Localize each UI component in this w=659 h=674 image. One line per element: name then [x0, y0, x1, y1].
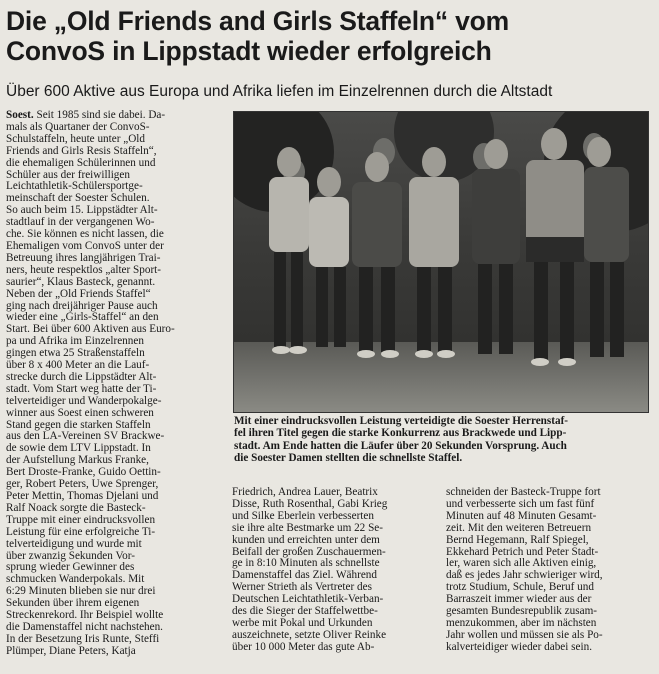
article-column-2	[232, 487, 440, 654]
team-photo	[233, 111, 649, 413]
team-photo-image	[234, 112, 648, 412]
article-column-1	[6, 110, 228, 658]
headline-line-1: Die „Old Friends and Girls Staffeln“ vom	[6, 6, 509, 36]
headline	[6, 6, 646, 66]
dateline: Soest.	[6, 109, 34, 121]
column-1-body: Seit 1985 sind sie dabei. Da- mals als Quartaner der ConvoS- Schulstaffeln, heute unter „Old Friends and Girls Resis Staffeln“, die ehemaligen Schülerinnen und Schüler aus der freiwilligen Leichtathletik-Schülersportge- meinschaft der Soester Schulen. So auch beim 15. Lippstädter Alt- stadtlauf in der vergangenen Wo- che. Sie können es nicht lassen, die Ehemaligen vom ConvoS unter der Betreuung ihres langjährigen Trai- ners, heute respektlos „alter Sport- saurier“, Klaus Basteck, genannt. Neben der „Old Friends Staffel“ ging nach dreijähriger Pause auch wieder eine „Girls-Staffel“ an den Start. Bei über 600 Aktiven aus Euro- pa und Afrika im Einzelrennen gingen etwa 25 Straßenstaffeln über 8 x 400 Meter an die Lauf- strecke durch die Lippstädter Alt- stadt. Vom Start weg hatte der Ti- telverteidiger und Wanderpokalge- winner aus Soest einen schweren Stand gegen die starken Staffeln aus den LA-Vereinen SV Brackwe- de sowie dem LTV Lippstadt. In der Aufstellung Markus Franke, Bert Droste-Franke, Guido Oettin- ger, Robert Peters, Uwe Sprenger, Peter Mettin, Thomas Djelani und Ralf Noack sorgte die Basteck- Truppe mit einer eindrucksvollen Leistung für eine erfolgreiche Ti- telverteidigung und wurde mit über zwanzig Sekunden Vor- sprung wieder Gewinner des schmucken Wanderpokals. Mit 6:29 Minuten blieben sie nur drei Sekunden über ihrem eigenen Streckenrekord. Ihr Beispiel wollte die Damenstaffel nicht nachstehen. In der Besetzung Iris Runte, Steffi Plümper, Diane Peters, Katja	[6, 109, 175, 657]
headline-line-2: ConvoS in Lippstadt wieder erfolgreich	[6, 36, 492, 66]
article-column-3	[446, 487, 652, 654]
column-1-text	[6, 110, 228, 658]
photo-caption-text: Mit einer eindrucksvollen Leistung verteidigte die Soester Herrenstaf- fel ihren Titel gegen die starke Konkurrenz aus Brackwede und Lipp- stadt. Am Ende hatten die Läufer über 20 Sekunden Vorsprung. Auch die Soester Damen stellten die schnellste Staffel.	[234, 415, 569, 464]
column-2-text: Friedrich, Andrea Lauer, Beatrix Disse, Ruth Rosenthal, Gabi Krieg und Silke Eberlein verbesserten sie ihre alte Bestmarke um 22 Se- kunden und erreichten unter dem Beifall der großen Zuschauermen- ge in 8:10 Minuten als schnellste Damenstaffel das Ziel. Während Werner Strieth als Vertreter des Deutschen Leichtathletik-Verban- des die Sieger der Staffelwettbe- werbe mit Pokal und Urkunden auszeichnete, setzte Oliver Reinke über 10 000 Meter das gute Ab-	[232, 486, 388, 653]
subheadline: Über 600 Aktive aus Europa und Afrika liefen im Einzelrennen durch die Altstadt	[6, 83, 553, 100]
column-3-text: schneiden der Basteck-Truppe fort und verbesserte sich um fast fünf Minuten auf 48 Minuten Gesamt- zeit. Mit den weiteren Betreuern Bernd Hegemann, Ralf Spiegel, Ekkehard Petrich und Peter Stadt- ler, waren sich alle Aktiven einig, daß es jedes Jahr schwieriger wird, trotz Studium, Schule, Beruf und Barraszeit immer wieder aus der gesamten Bundesrepublik zusam- menzukommen, aber im nächsten Jahr wollen und müssen sie als Po- kalverteidiger wieder dabei sein.	[446, 486, 603, 653]
photo-caption	[234, 415, 648, 464]
